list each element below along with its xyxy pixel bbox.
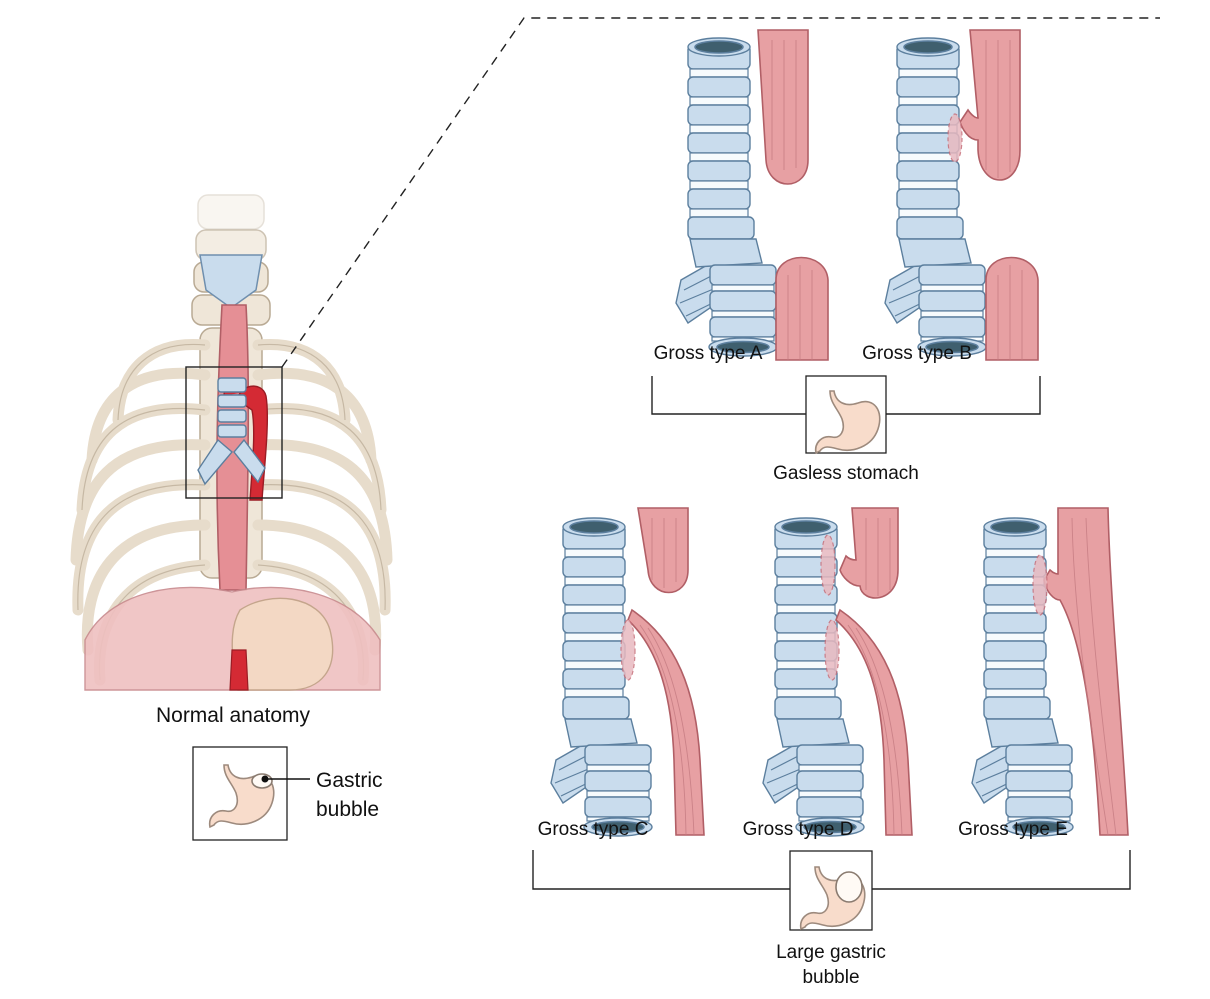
gastric-bubble-label-line1: Gastric <box>316 769 383 792</box>
large-bubble-bracket <box>533 850 1130 930</box>
gross-type-a-label: Gross type A <box>653 343 763 364</box>
gross-type-c-illustration <box>551 508 704 836</box>
gross-type-e-illustration <box>972 508 1128 836</box>
gasless-stomach-label: Gasless stomach <box>773 463 919 484</box>
gross-type-b-illustration <box>885 30 1038 360</box>
large-gastric-bubble-label-line1: Large gastric <box>776 942 886 963</box>
gross-type-e-label: Gross type E <box>958 819 1068 840</box>
normal-anatomy-label: Normal anatomy <box>155 704 311 727</box>
gross-type-b-label: Gross type B <box>862 343 972 364</box>
gross-type-d-illustration <box>763 508 912 836</box>
gastric-bubble-legend <box>193 747 383 840</box>
large-gastric-bubble-label-line2: bubble <box>802 967 860 988</box>
gross-type-d-label: Gross type D <box>742 819 854 840</box>
gross-type-a-illustration <box>676 30 828 360</box>
gross-type-c-label: Gross type C <box>537 819 649 840</box>
gastric-bubble-label-line2: bubble <box>316 798 380 821</box>
gasless-bracket <box>652 376 1040 453</box>
